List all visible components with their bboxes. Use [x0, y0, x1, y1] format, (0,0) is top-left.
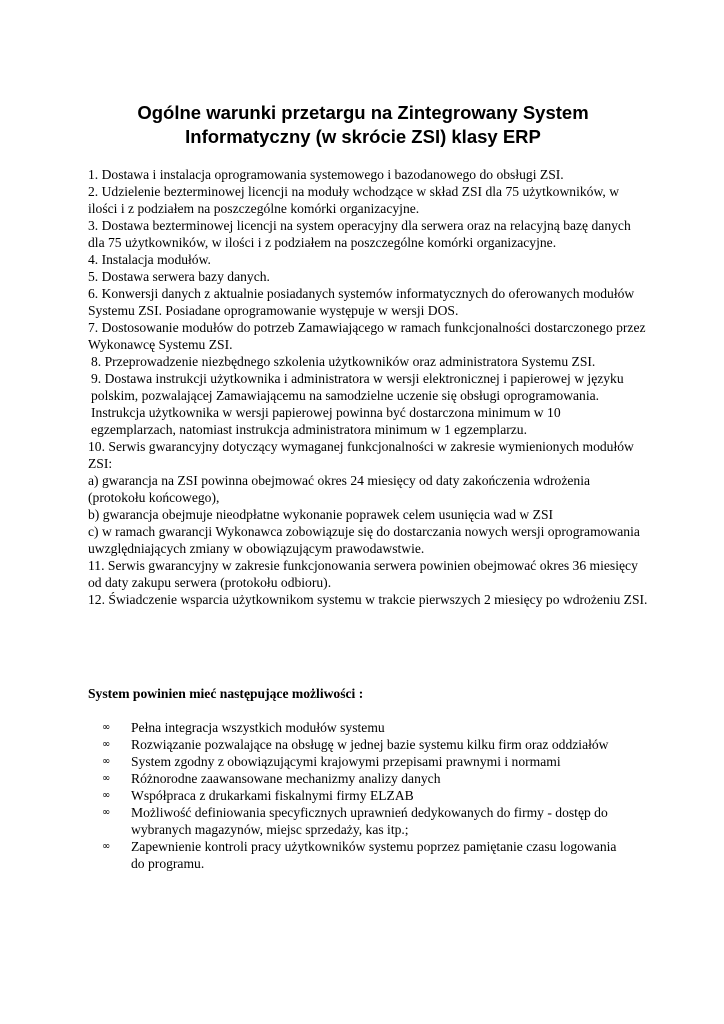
- condition-item-12: 12. Świadczenie wsparcia użytkownikom systemu w trakcie pierwszych 2 miesięcy po wdrożeniu ZSI.: [88, 592, 648, 607]
- infinity-bullet-icon: ∞: [102, 807, 111, 818]
- feature-text: Możliwość definiowania specyficznych uprawnień dedykowanych do firmy - dostęp do wybranych magazynów, miejsc sprzedaży, kas itp.;: [131, 805, 608, 837]
- feature-text: System zgodny z obowiązującymi krajowymi przepisami prawnymi i normami: [131, 754, 561, 769]
- feature-text: Współpraca z drukarkami fiskalnymi firmy ELZAB: [131, 788, 414, 803]
- feature-text: Pełna integracja wszystkich modułów systemu: [131, 720, 385, 735]
- infinity-bullet-icon: ∞: [102, 841, 111, 852]
- condition-item-9: 9. Dostawa instrukcji użytkownika i administratora w wersji elektronicznej i papierowej w języku polskim, pozwalającej Zamawiającemu na samodzielne uczenie się obsługi oprogramowania. Instrukcja użytkownika w wersji papierowej powinna być dostarczona minimum w 10 egzemplarzach, natomiast instrukcja administratora minimum w 1 egzemplarzu.: [91, 371, 624, 437]
- feature-item: [102, 719, 632, 736]
- condition-item-3: 3. Dostawa bezterminowej licencji na system operacyjny dla serwera oraz na relacyjną bazę danych dla 75 użytkowników, w ilości i z podziałem na poszczególne komórki organizacyjne.: [88, 218, 631, 250]
- feature-item: [102, 838, 632, 872]
- feature-item: [102, 736, 632, 753]
- infinity-bullet-icon: ∞: [102, 739, 111, 750]
- infinity-bullet-icon: ∞: [102, 790, 111, 801]
- condition-item-6: 6. Konwersji danych z aktualnie posiadanych systemów informatycznych do oferowanych modułów Systemu ZSI. Posiadane oprogramowanie występuje w wersji DOS.: [88, 286, 635, 318]
- document-title: [88, 101, 638, 149]
- condition-item-10b: b) gwarancja obejmuje nieodpłatne wykonanie poprawek celem usunięcia wad w ZSI: [88, 507, 554, 522]
- feature-text: Rozwiązanie pozwalające na obsługę w jednej bazie systemu kilku firm oraz oddziałów: [131, 737, 609, 752]
- infinity-bullet-icon: ∞: [102, 773, 111, 784]
- infinity-bullet-icon: ∞: [102, 722, 111, 733]
- condition-item-4: 4. Instalacja modułów.: [88, 252, 211, 267]
- feature-text: Zapewnienie kontroli pracy użytkowników systemu poprzez pamiętanie czasu logowania do programu.: [131, 839, 617, 871]
- condition-item-8: 8. Przeprowadzenie niezbędnego szkolenia użytkowników oraz administratora Systemu ZSI.: [91, 354, 596, 369]
- condition-item-2: 2. Udzielenie bezterminowej licencji na moduły wchodzące w skład ZSI dla 75 użytkowników, w ilości i z podziałem na poszczególne komórki organizacyjne.: [88, 184, 620, 216]
- condition-item-10: 10. Serwis gwarancyjny dotyczący wymaganej funkcjonalności w zakresie wymienionych modułów ZSI:: [88, 439, 634, 471]
- feature-text: Różnorodne zaawansowane mechanizmy analizy danych: [131, 771, 441, 786]
- features-heading: System powinien mieć następujące możliwości :: [88, 686, 364, 701]
- features-list: [102, 719, 632, 872]
- title-line-2: Informatyczny (w skrócie ZSI) klasy ERP: [185, 126, 541, 147]
- infinity-bullet-icon: ∞: [102, 756, 111, 767]
- condition-item-1: 1. Dostawa i instalacja oprogramowania systemowego i bazodanowego do obsługi ZSI.: [88, 167, 564, 182]
- title-line-1: Ogólne warunki przetargu na Zintegrowany System: [137, 102, 589, 123]
- condition-item-7: 7. Dostosowanie modułów do potrzeb Zamawiającego w ramach funkcjonalności dostarczonego przez Wykonawcę Systemu ZSI.: [88, 320, 646, 352]
- conditions-list: [88, 166, 648, 608]
- feature-item: [102, 753, 632, 770]
- feature-item: [102, 787, 632, 804]
- condition-item-5: 5. Dostawa serwera bazy danych.: [88, 269, 270, 284]
- condition-item-11: 11. Serwis gwarancyjny w zakresie funkcjonowania serwera powinien obejmować okres 36 miesięcy od daty zakupu serwera (protokołu odbioru).: [88, 558, 638, 590]
- condition-item-10a: a) gwarancja na ZSI powinna obejmować okres 24 miesięcy od daty zakończenia wdrożenia (protokołu końcowego),: [88, 473, 591, 505]
- feature-item: [102, 770, 632, 787]
- feature-item: [102, 804, 632, 838]
- condition-item-10c: c) w ramach gwarancji Wykonawca zobowiązuje się do dostarczania nowych wersji oprogramowania uwzględniających zmiany w obowiązującym prawodawstwie.: [88, 524, 640, 556]
